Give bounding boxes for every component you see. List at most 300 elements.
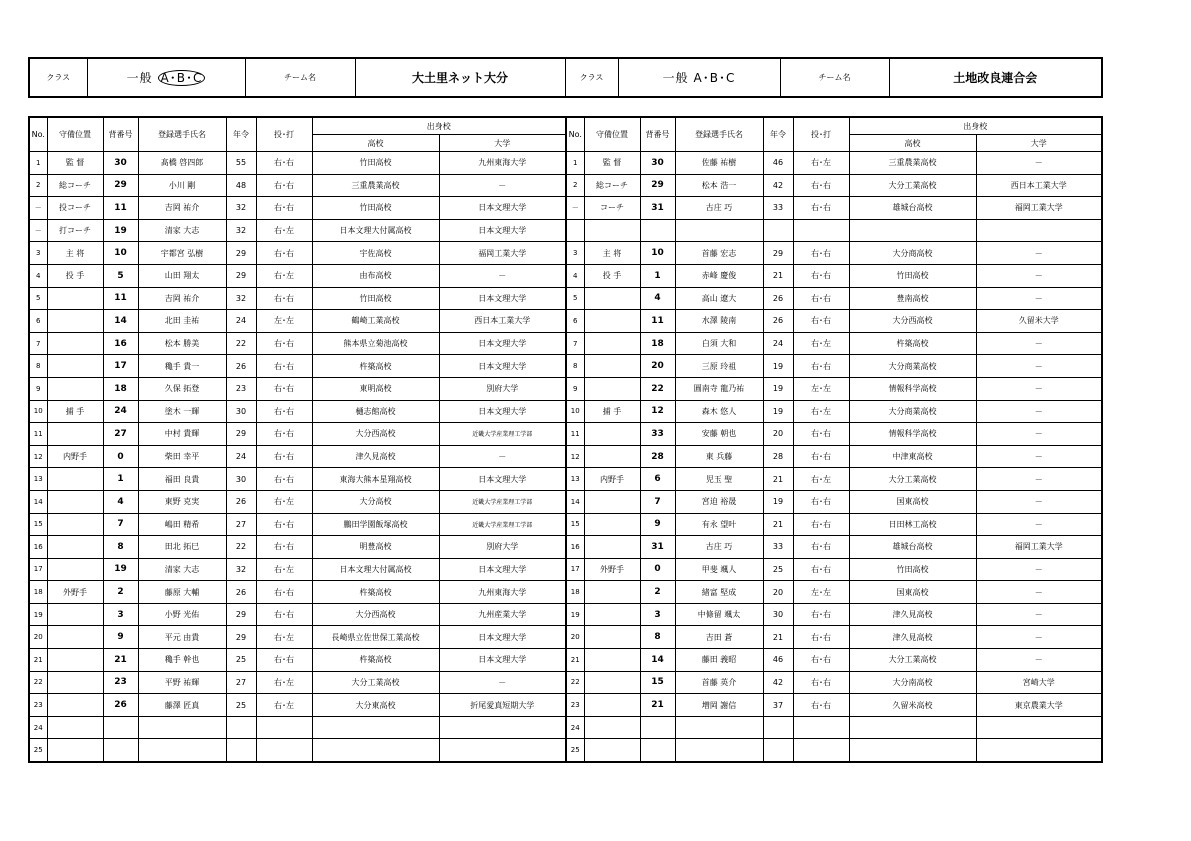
player-throw-bat-right: 右･左 — [793, 332, 849, 355]
player-age-left: 32 — [226, 197, 256, 220]
player-high-school-right: 豊南高校 — [849, 287, 976, 310]
player-number-left: 1 — [103, 468, 138, 491]
player-age-left: 22 — [226, 332, 256, 355]
player-university-right — [976, 739, 1102, 762]
player-university-right: － — [976, 355, 1102, 378]
player-high-school-left: 宇佐高校 — [312, 242, 439, 265]
player-throw-bat-left: 右･左 — [256, 219, 312, 242]
player-age-left: 22 — [226, 536, 256, 559]
player-name-right: 首藤 英介 — [675, 671, 763, 694]
player-university-left: 日本文理大学 — [439, 468, 566, 491]
table-row — [29, 468, 1102, 491]
player-position-left — [47, 716, 103, 739]
player-throw-bat-right: 右･右 — [793, 671, 849, 694]
player-no-left: 2 — [29, 174, 47, 197]
player-position-left — [47, 423, 103, 446]
player-name-left: 平野 祐輝 — [138, 671, 226, 694]
player-high-school-left: 大分工業高校 — [312, 671, 439, 694]
player-name-left: 田北 拓巳 — [138, 536, 226, 559]
player-university-left: － — [439, 445, 566, 468]
player-university-left: 日本文理大学 — [439, 355, 566, 378]
player-name-right — [675, 739, 763, 762]
player-number-left: 9 — [103, 626, 138, 649]
col-throw-bat-left: 投･打 — [256, 117, 312, 152]
player-no-right: 18 — [566, 581, 584, 604]
player-throw-bat-right: 右･右 — [793, 310, 849, 333]
player-number-right — [640, 739, 675, 762]
col-school-left: 出身校 — [312, 117, 566, 135]
player-throw-bat-left: 右･左 — [256, 490, 312, 513]
player-high-school-left: 東海大熊本星翔高校 — [312, 468, 439, 491]
player-throw-bat-left: 右･右 — [256, 287, 312, 310]
player-university-left: 日本文理大学 — [439, 287, 566, 310]
player-university-left: － — [439, 264, 566, 287]
player-university-left: 近畿大学産業理工学部 — [439, 490, 566, 513]
table-row — [29, 649, 1102, 672]
player-position-left: 監 督 — [47, 152, 103, 175]
player-name-left: 久保 拓登 — [138, 377, 226, 400]
player-number-left: 4 — [103, 490, 138, 513]
player-name-left: 藤原 大輔 — [138, 581, 226, 604]
player-number-right: 21 — [640, 694, 675, 717]
player-no-right: 1 — [566, 152, 584, 175]
table-row — [29, 287, 1102, 310]
col-school-right: 出身校 — [849, 117, 1102, 135]
player-university-left: 近畿大学産業理工学部 — [439, 513, 566, 536]
player-position-left: 主 将 — [47, 242, 103, 265]
player-number-left: 18 — [103, 377, 138, 400]
player-name-right: 首藤 宏志 — [675, 242, 763, 265]
player-university-left: 日本文理大学 — [439, 332, 566, 355]
player-name-right — [675, 219, 763, 242]
player-name-right: 緒富 堅成 — [675, 581, 763, 604]
player-throw-bat-right: 右･右 — [793, 626, 849, 649]
player-position-left — [47, 377, 103, 400]
player-position-right — [584, 377, 640, 400]
player-age-right: 46 — [763, 649, 793, 672]
player-high-school-right: 国東高校 — [849, 581, 976, 604]
player-age-left: 26 — [226, 490, 256, 513]
player-no-left: 10 — [29, 400, 47, 423]
player-no-right: 10 — [566, 400, 584, 423]
player-no-left: 17 — [29, 558, 47, 581]
player-number-left — [103, 716, 138, 739]
player-high-school-right: 久留米高校 — [849, 694, 976, 717]
player-throw-bat-left: 右･右 — [256, 400, 312, 423]
table-row — [29, 174, 1102, 197]
player-number-left: 16 — [103, 332, 138, 355]
player-high-school-left: 杵築高校 — [312, 649, 439, 672]
player-number-right — [640, 716, 675, 739]
player-no-right: 25 — [566, 739, 584, 762]
player-high-school-right: 国東高校 — [849, 490, 976, 513]
class-value-right — [618, 58, 780, 97]
player-age-left: 24 — [226, 310, 256, 333]
player-number-left: 21 — [103, 649, 138, 672]
player-position-right — [584, 536, 640, 559]
player-no-left: 14 — [29, 490, 47, 513]
player-high-school-right: 竹田高校 — [849, 558, 976, 581]
player-position-left: 総コーチ — [47, 174, 103, 197]
player-high-school-right: 日田林工高校 — [849, 513, 976, 536]
player-no-left: 21 — [29, 649, 47, 672]
col-name-right: 登録選手氏名 — [675, 117, 763, 152]
player-position-left — [47, 536, 103, 559]
player-university-right: － — [976, 490, 1102, 513]
player-position-left — [47, 739, 103, 762]
player-throw-bat-right — [793, 739, 849, 762]
player-throw-bat-left: 右･右 — [256, 152, 312, 175]
player-high-school-left: 大分西高校 — [312, 603, 439, 626]
player-age-right: 20 — [763, 423, 793, 446]
player-position-right: 投 手 — [584, 264, 640, 287]
player-age-left: 29 — [226, 423, 256, 446]
player-high-school-left: 樋志館高校 — [312, 400, 439, 423]
player-throw-bat-right: 右･右 — [793, 694, 849, 717]
player-university-left: － — [439, 174, 566, 197]
player-no-right — [566, 219, 584, 242]
player-high-school-right: 情報科学高校 — [849, 423, 976, 446]
player-number-right: 30 — [640, 152, 675, 175]
player-no-right: 22 — [566, 671, 584, 694]
player-university-left: 日本文理大学 — [439, 558, 566, 581]
player-number-left: 0 — [103, 445, 138, 468]
player-university-left: 福岡工業大学 — [439, 242, 566, 265]
class-options-left: A･B･C — [158, 70, 206, 86]
player-throw-bat-right — [793, 219, 849, 242]
player-name-left: 穐手 幹也 — [138, 649, 226, 672]
player-throw-bat-right: 右･右 — [793, 355, 849, 378]
class-prefix-right: 一般 — [662, 71, 689, 85]
player-no-right: 13 — [566, 468, 584, 491]
table-row — [29, 716, 1102, 739]
player-number-right: 20 — [640, 355, 675, 378]
player-age-left: 26 — [226, 581, 256, 604]
player-age-right — [763, 219, 793, 242]
player-high-school-right: 大分商業高校 — [849, 355, 976, 378]
player-position-right — [584, 332, 640, 355]
player-position-left — [47, 332, 103, 355]
player-throw-bat-left: 右･右 — [256, 355, 312, 378]
player-number-right: 31 — [640, 536, 675, 559]
player-position-left: 外野手 — [47, 581, 103, 604]
player-no-right: 15 — [566, 513, 584, 536]
player-no-left: 3 — [29, 242, 47, 265]
class-value-left — [87, 58, 245, 97]
player-high-school-left: 大分東高校 — [312, 694, 439, 717]
player-position-right: コーチ — [584, 197, 640, 220]
team-name-left: 大土里ネット大分 — [355, 58, 565, 97]
player-name-right: 東 兵藤 — [675, 445, 763, 468]
player-position-left — [47, 694, 103, 717]
player-no-right: 9 — [566, 377, 584, 400]
class-label-left: クラス — [29, 58, 87, 97]
player-high-school-right: 津久見高校 — [849, 603, 976, 626]
table-row — [29, 513, 1102, 536]
player-age-right: 26 — [763, 310, 793, 333]
player-throw-bat-right: 右･右 — [793, 603, 849, 626]
player-name-left: 福田 良貴 — [138, 468, 226, 491]
player-throw-bat-left — [256, 739, 312, 762]
player-position-left — [47, 671, 103, 694]
player-throw-bat-left: 右･右 — [256, 468, 312, 491]
player-no-right: 6 — [566, 310, 584, 333]
player-position-left: 打コーチ — [47, 219, 103, 242]
player-university-right: 西日本工業大学 — [976, 174, 1102, 197]
player-number-right: 8 — [640, 626, 675, 649]
player-number-left: 10 — [103, 242, 138, 265]
player-throw-bat-left: 右･右 — [256, 242, 312, 265]
player-high-school-left: 竹田高校 — [312, 197, 439, 220]
table-row — [29, 310, 1102, 333]
player-name-right: 古庄 巧 — [675, 536, 763, 559]
table-row — [29, 152, 1102, 175]
player-position-right — [584, 671, 640, 694]
player-name-right: 中條留 颯太 — [675, 603, 763, 626]
player-no-right: 4 — [566, 264, 584, 287]
player-throw-bat-left: 右･左 — [256, 626, 312, 649]
player-name-left: 嶋田 精希 — [138, 513, 226, 536]
player-number-right: 33 — [640, 423, 675, 446]
player-no-right: 8 — [566, 355, 584, 378]
player-university-left: 日本文理大学 — [439, 649, 566, 672]
player-university-right: － — [976, 423, 1102, 446]
player-name-right: 古庄 巧 — [675, 197, 763, 220]
player-position-left: 投 手 — [47, 264, 103, 287]
player-throw-bat-right: 右･右 — [793, 558, 849, 581]
player-high-school-left: 大分西高校 — [312, 423, 439, 446]
player-number-right: 12 — [640, 400, 675, 423]
player-name-right: 圓南寺 龍乃祐 — [675, 377, 763, 400]
player-throw-bat-right: 左･左 — [793, 377, 849, 400]
player-name-right: 高山 遼大 — [675, 287, 763, 310]
table-row — [29, 219, 1102, 242]
player-no-left: 16 — [29, 536, 47, 559]
player-high-school-right: 雄城台高校 — [849, 197, 976, 220]
player-throw-bat-left: 右･左 — [256, 694, 312, 717]
player-age-right: 19 — [763, 377, 793, 400]
player-name-left: 吉岡 祐介 — [138, 287, 226, 310]
player-throw-bat-left: 右･左 — [256, 264, 312, 287]
player-age-left: 30 — [226, 400, 256, 423]
player-position-right: 主 将 — [584, 242, 640, 265]
player-age-left: 23 — [226, 377, 256, 400]
player-high-school-right: 三重農業高校 — [849, 152, 976, 175]
player-age-left: 25 — [226, 694, 256, 717]
player-no-left: 6 — [29, 310, 47, 333]
player-age-left: 29 — [226, 264, 256, 287]
player-no-right: 12 — [566, 445, 584, 468]
player-no-left: 13 — [29, 468, 47, 491]
player-age-right: 19 — [763, 490, 793, 513]
player-high-school-right: 大分西高校 — [849, 310, 976, 333]
table-row — [29, 739, 1102, 762]
player-university-right: － — [976, 603, 1102, 626]
player-name-right: 甲斐 颯人 — [675, 558, 763, 581]
player-high-school-left: 東明高校 — [312, 377, 439, 400]
player-position-right — [584, 423, 640, 446]
player-age-left: 29 — [226, 242, 256, 265]
player-number-right: 31 — [640, 197, 675, 220]
player-university-right: － — [976, 626, 1102, 649]
table-row — [29, 355, 1102, 378]
player-throw-bat-right: 右･右 — [793, 242, 849, 265]
player-throw-bat-right: 右･左 — [793, 400, 849, 423]
player-age-left: 25 — [226, 649, 256, 672]
player-university-right: － — [976, 445, 1102, 468]
player-number-right: 28 — [640, 445, 675, 468]
player-age-left: 27 — [226, 513, 256, 536]
team-name-right: 土地改良連合会 — [889, 58, 1102, 97]
player-university-left: 別府大学 — [439, 536, 566, 559]
player-age-right: 42 — [763, 174, 793, 197]
col-university-left: 大学 — [439, 135, 566, 152]
player-no-left: 1 — [29, 152, 47, 175]
player-age-right: 46 — [763, 152, 793, 175]
player-number-right: 0 — [640, 558, 675, 581]
player-age-left — [226, 716, 256, 739]
player-number-right: 1 — [640, 264, 675, 287]
player-no-right: 16 — [566, 536, 584, 559]
team-label-left: チーム名 — [245, 58, 355, 97]
player-position-left — [47, 558, 103, 581]
player-university-right: － — [976, 152, 1102, 175]
player-age-left: 26 — [226, 355, 256, 378]
player-name-left: 北田 圭祐 — [138, 310, 226, 333]
player-high-school-left: 日本文理大付属高校 — [312, 219, 439, 242]
player-university-right: － — [976, 513, 1102, 536]
player-name-right: 佐藤 祐樹 — [675, 152, 763, 175]
player-university-right: － — [976, 332, 1102, 355]
player-high-school-right: 大分工業高校 — [849, 468, 976, 491]
player-position-left — [47, 355, 103, 378]
player-high-school-right: 竹田高校 — [849, 264, 976, 287]
player-throw-bat-right: 右･右 — [793, 287, 849, 310]
player-throw-bat-left: 右･右 — [256, 174, 312, 197]
table-row — [29, 264, 1102, 287]
player-high-school-left: 杵築高校 — [312, 581, 439, 604]
player-position-left: 投コーチ — [47, 197, 103, 220]
player-age-left — [226, 739, 256, 762]
player-throw-bat-left: 右･右 — [256, 581, 312, 604]
player-university-right: － — [976, 558, 1102, 581]
col-no-left: No. — [29, 117, 47, 152]
player-number-left: 8 — [103, 536, 138, 559]
table-row — [29, 603, 1102, 626]
player-no-right: 5 — [566, 287, 584, 310]
player-position-left — [47, 468, 103, 491]
player-number-right: 4 — [640, 287, 675, 310]
player-age-right: 21 — [763, 264, 793, 287]
player-name-left: 山田 翔太 — [138, 264, 226, 287]
player-university-left: 日本文理大学 — [439, 197, 566, 220]
player-throw-bat-left — [256, 716, 312, 739]
player-high-school-left: 大分高校 — [312, 490, 439, 513]
player-high-school-right: 情報科学高校 — [849, 377, 976, 400]
player-number-right — [640, 219, 675, 242]
player-no-left: － — [29, 197, 47, 220]
table-row — [29, 626, 1102, 649]
player-no-right: 24 — [566, 716, 584, 739]
team-header-table — [28, 57, 1103, 98]
player-university-right: 福岡工業大学 — [976, 536, 1102, 559]
player-age-right — [763, 716, 793, 739]
player-number-right: 15 — [640, 671, 675, 694]
player-number-right: 3 — [640, 603, 675, 626]
roster-table — [28, 116, 1103, 763]
table-row — [29, 694, 1102, 717]
player-university-left: 日本文理大学 — [439, 626, 566, 649]
player-high-school-left: 明豊高校 — [312, 536, 439, 559]
player-high-school-left — [312, 739, 439, 762]
player-number-right: 18 — [640, 332, 675, 355]
player-age-right: 25 — [763, 558, 793, 581]
table-row — [29, 581, 1102, 604]
player-age-right: 33 — [763, 536, 793, 559]
team-label-right: チーム名 — [780, 58, 889, 97]
table-row — [29, 671, 1102, 694]
player-number-left: 24 — [103, 400, 138, 423]
player-high-school-right: 杵築高校 — [849, 332, 976, 355]
player-throw-bat-left: 右･右 — [256, 377, 312, 400]
player-no-left: 4 — [29, 264, 47, 287]
player-high-school-right — [849, 739, 976, 762]
player-position-right — [584, 649, 640, 672]
player-number-right: 14 — [640, 649, 675, 672]
player-position-right — [584, 603, 640, 626]
player-number-right: 6 — [640, 468, 675, 491]
player-age-left: 30 — [226, 468, 256, 491]
player-name-left — [138, 739, 226, 762]
col-age-left: 年令 — [226, 117, 256, 152]
player-age-left: 29 — [226, 603, 256, 626]
col-number-right: 背番号 — [640, 117, 675, 152]
player-no-left: 19 — [29, 603, 47, 626]
player-position-right — [584, 490, 640, 513]
player-position-left — [47, 287, 103, 310]
player-number-left: 30 — [103, 152, 138, 175]
player-name-left: 塗木 一輝 — [138, 400, 226, 423]
player-throw-bat-left: 右･右 — [256, 332, 312, 355]
player-high-school-left — [312, 716, 439, 739]
player-throw-bat-right: 右･左 — [793, 468, 849, 491]
roster-header-row — [29, 117, 1102, 135]
col-age-right: 年令 — [763, 117, 793, 152]
player-throw-bat-left: 右･左 — [256, 671, 312, 694]
player-number-left: 5 — [103, 264, 138, 287]
player-name-left: 小川 剛 — [138, 174, 226, 197]
player-university-left: 日本文理大学 — [439, 219, 566, 242]
col-high-school-right: 高校 — [849, 135, 976, 152]
player-throw-bat-left: 右･右 — [256, 649, 312, 672]
player-university-left: 九州東海大学 — [439, 152, 566, 175]
player-throw-bat-right: 右･右 — [793, 490, 849, 513]
player-high-school-left: 日本文理大付属高校 — [312, 558, 439, 581]
table-row — [29, 558, 1102, 581]
player-high-school-right: 大分工業高校 — [849, 174, 976, 197]
table-row — [29, 423, 1102, 446]
player-number-left: 19 — [103, 558, 138, 581]
player-university-right — [976, 219, 1102, 242]
player-age-left: 29 — [226, 626, 256, 649]
player-age-left: 32 — [226, 558, 256, 581]
player-number-left: 3 — [103, 603, 138, 626]
player-throw-bat-left: 左･左 — [256, 310, 312, 333]
player-throw-bat-right: 右･右 — [793, 174, 849, 197]
player-throw-bat-right: 右･右 — [793, 649, 849, 672]
player-throw-bat-right — [793, 716, 849, 739]
player-high-school-left: 鵬田学園飯塚高校 — [312, 513, 439, 536]
